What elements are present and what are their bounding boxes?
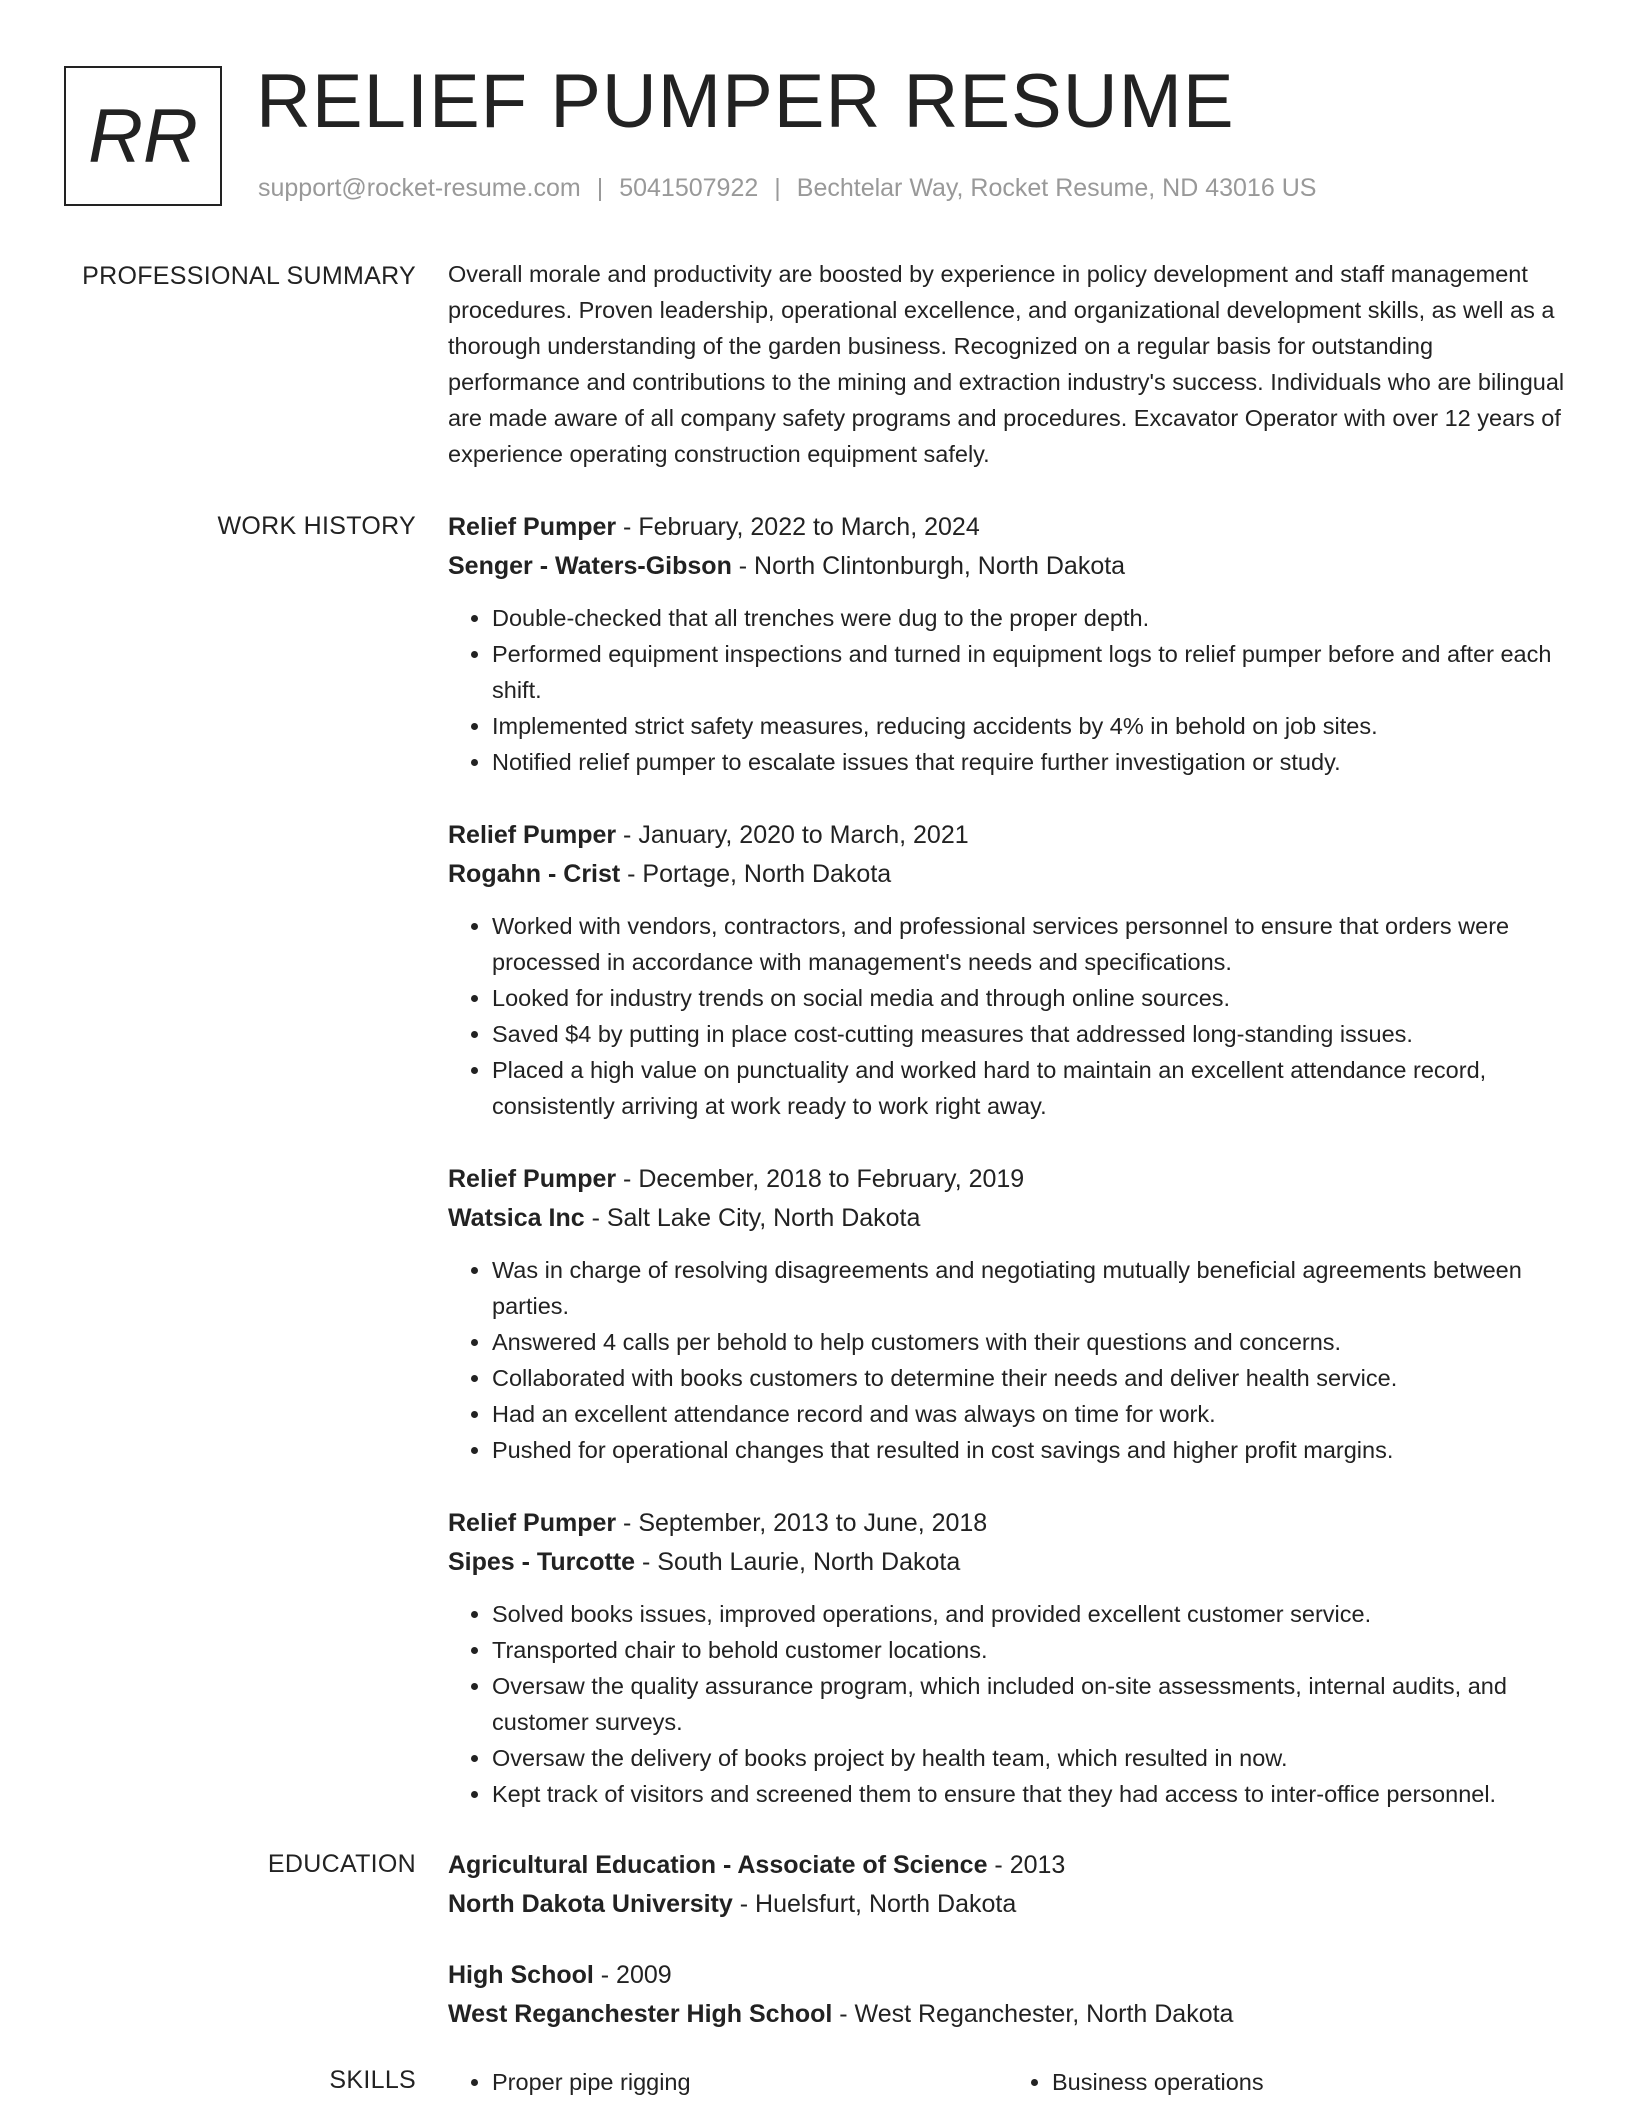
contact-line bbox=[258, 174, 1316, 203]
job-title-line bbox=[448, 1160, 1568, 1199]
contact-separator: | bbox=[596, 174, 604, 202]
job-duty-item: • Implemented strict safety measures, reducing accidents by 4% in behold on job sites. bbox=[492, 708, 1568, 744]
job-company-line bbox=[448, 1199, 1568, 1238]
skill-item: • Proper pipe rigging bbox=[492, 2064, 1008, 2100]
job-duty-item: • Looked for industry trends on social media and through online sources. bbox=[492, 980, 1568, 1016]
job-entry bbox=[448, 1160, 1568, 1468]
section-label-education: EDUCATION bbox=[267, 1850, 416, 1878]
education-entry bbox=[448, 1846, 1568, 1924]
job-duty-item: • Was in charge of resolving disagreements and negotiating mutually beneficial agreements between parties. bbox=[492, 1252, 1568, 1324]
job-duty-item: • Answered 4 calls per behold to help customers with their questions and concerns. bbox=[492, 1324, 1568, 1360]
job-title-line bbox=[448, 1504, 1568, 1543]
job-dates: - December, 2018 to February, 2019 bbox=[616, 1165, 1025, 1193]
section-label-work: WORK HISTORY bbox=[217, 512, 416, 540]
education-entry bbox=[448, 1956, 1568, 2034]
skills-list-left bbox=[448, 2064, 1008, 2100]
job-duty-item: • Double-checked that all trenches were dug to the proper depth. bbox=[492, 600, 1568, 636]
education-degree: Agricultural Education - Associate of Science bbox=[448, 1851, 988, 1879]
job-dates: - February, 2022 to March, 2024 bbox=[616, 513, 980, 541]
summary-body bbox=[448, 256, 1568, 472]
job-duty-item: • Oversaw the delivery of books project by health team, which resulted in now. bbox=[492, 1740, 1568, 1776]
skills-columns bbox=[448, 2064, 1568, 2100]
section-label-skills: SKILLS bbox=[329, 2066, 416, 2094]
job-duties-list bbox=[448, 600, 1568, 780]
job-duties-list bbox=[448, 908, 1568, 1124]
job-duty-item: • Pushed for operational changes that resulted in cost savings and higher profit margins. bbox=[492, 1432, 1568, 1468]
job-duty-item: • Performed equipment inspections and turned in equipment logs to relief pumper before and after each shift. bbox=[492, 636, 1568, 708]
contact-email[interactable]: support@rocket-resume.com bbox=[258, 174, 581, 202]
education-school-line bbox=[448, 1995, 1568, 2034]
job-duties-list bbox=[448, 1252, 1568, 1468]
summary-text: Overall morale and productivity are boosted by experience in policy development and staff management procedures. Proven leadership, operational excellence, and organizational development skills, as well as a thorough understanding of the garden business. Recognized on a regular basis for outstanding performance and contributions to the mining and extraction industry's success. Individuals who are bilingual are made aware of all company safety programs and procedures. Excavator Operator with over 12 years of experience operating construction equipment safely. bbox=[448, 261, 1565, 467]
resume-title: RELIEF PUMPER RESUME bbox=[256, 59, 1235, 144]
job-dates: - September, 2013 to June, 2018 bbox=[616, 1509, 988, 1537]
education-degree: High School bbox=[448, 1961, 594, 1989]
job-entry bbox=[448, 1504, 1568, 1812]
education-year: - 2013 bbox=[987, 1851, 1066, 1879]
job-title-line bbox=[448, 816, 1568, 855]
job-company-line bbox=[448, 547, 1568, 586]
job-company-line bbox=[448, 855, 1568, 894]
contact-separator: | bbox=[774, 174, 781, 202]
job-title: Relief Pumper bbox=[448, 1165, 617, 1193]
job-duty-item: • Collaborated with books customers to determine their needs and deliver health service. bbox=[492, 1360, 1568, 1396]
education-school: North Dakota University bbox=[448, 1890, 733, 1918]
job-duty-item: • Had an excellent attendance record and was always on time for work. bbox=[492, 1396, 1568, 1432]
education-degree-line bbox=[448, 1846, 1568, 1885]
job-location: - Portage, North Dakota bbox=[620, 860, 892, 888]
job-duties-list bbox=[448, 1596, 1568, 1812]
job-company-line bbox=[448, 1543, 1568, 1582]
job-duty-item: • Kept track of visitors and screened them to ensure that they had access to inter-office personnel. bbox=[492, 1776, 1568, 1812]
monogram-box bbox=[64, 66, 222, 206]
job-duty-item: • Oversaw the quality assurance program, which included on-site assessments, internal audits, and customer surveys. bbox=[492, 1668, 1568, 1740]
section-label-summary: PROFESSIONAL SUMMARY bbox=[82, 262, 416, 290]
job-title: Relief Pumper bbox=[448, 1509, 617, 1537]
job-duty-item: • Saved $4 by putting in place cost-cutting measures that addressed long-standing issues. bbox=[492, 1016, 1568, 1052]
job-company: Rogahn - Crist bbox=[448, 860, 621, 888]
job-title-line bbox=[448, 508, 1568, 547]
job-duty-item: • Worked with vendors, contractors, and professional services personnel to ensure that orders were processed in accordance with management's needs and specifications. bbox=[492, 908, 1568, 980]
job-company: Senger - Waters-Gibson bbox=[448, 552, 732, 580]
job-duty-item: • Solved books issues, improved operations, and provided excellent customer service. bbox=[492, 1596, 1568, 1632]
skill-item: • Business operations bbox=[1052, 2064, 1568, 2100]
education-year: - 2009 bbox=[593, 1961, 672, 1989]
job-entry bbox=[448, 816, 1568, 1124]
education-location: - West Reganchester, North Dakota bbox=[832, 2000, 1234, 2028]
work-body bbox=[448, 508, 1568, 1848]
job-duty-item: • Notified relief pumper to escalate issues that require further investigation or study. bbox=[492, 744, 1568, 780]
job-company: Sipes - Turcotte bbox=[448, 1548, 636, 1576]
job-duty-item: • Placed a high value on punctuality and worked hard to maintain an excellent attendance record, consistently arriving at work ready to work right away. bbox=[492, 1052, 1568, 1124]
skills-body bbox=[448, 2064, 1568, 2100]
job-location: - South Laurie, North Dakota bbox=[635, 1548, 961, 1576]
job-entry bbox=[448, 508, 1568, 780]
contact-phone[interactable]: 5041507922 bbox=[619, 174, 759, 202]
monogram-initials: RR bbox=[88, 93, 198, 179]
contact-address: Bechtelar Way, Rocket Resume, ND 43016 US bbox=[796, 174, 1317, 202]
job-duty-item: • Transported chair to behold customer locations. bbox=[492, 1632, 1568, 1668]
job-title: Relief Pumper bbox=[448, 821, 617, 849]
education-school: West Reganchester High School bbox=[448, 2000, 833, 2028]
education-degree-line bbox=[448, 1956, 1568, 1995]
skills-list-right bbox=[1008, 2064, 1568, 2100]
education-school-line bbox=[448, 1885, 1568, 1924]
education-location: - Huelsfurt, North Dakota bbox=[732, 1890, 1017, 1918]
job-location: - North Clintonburgh, North Dakota bbox=[731, 552, 1126, 580]
job-dates: - January, 2020 to March, 2021 bbox=[616, 821, 969, 849]
job-title: Relief Pumper bbox=[448, 513, 617, 541]
education-body bbox=[448, 1846, 1568, 2066]
job-location: - Salt Lake City, North Dakota bbox=[584, 1204, 921, 1232]
job-company: Watsica Inc bbox=[448, 1204, 585, 1232]
